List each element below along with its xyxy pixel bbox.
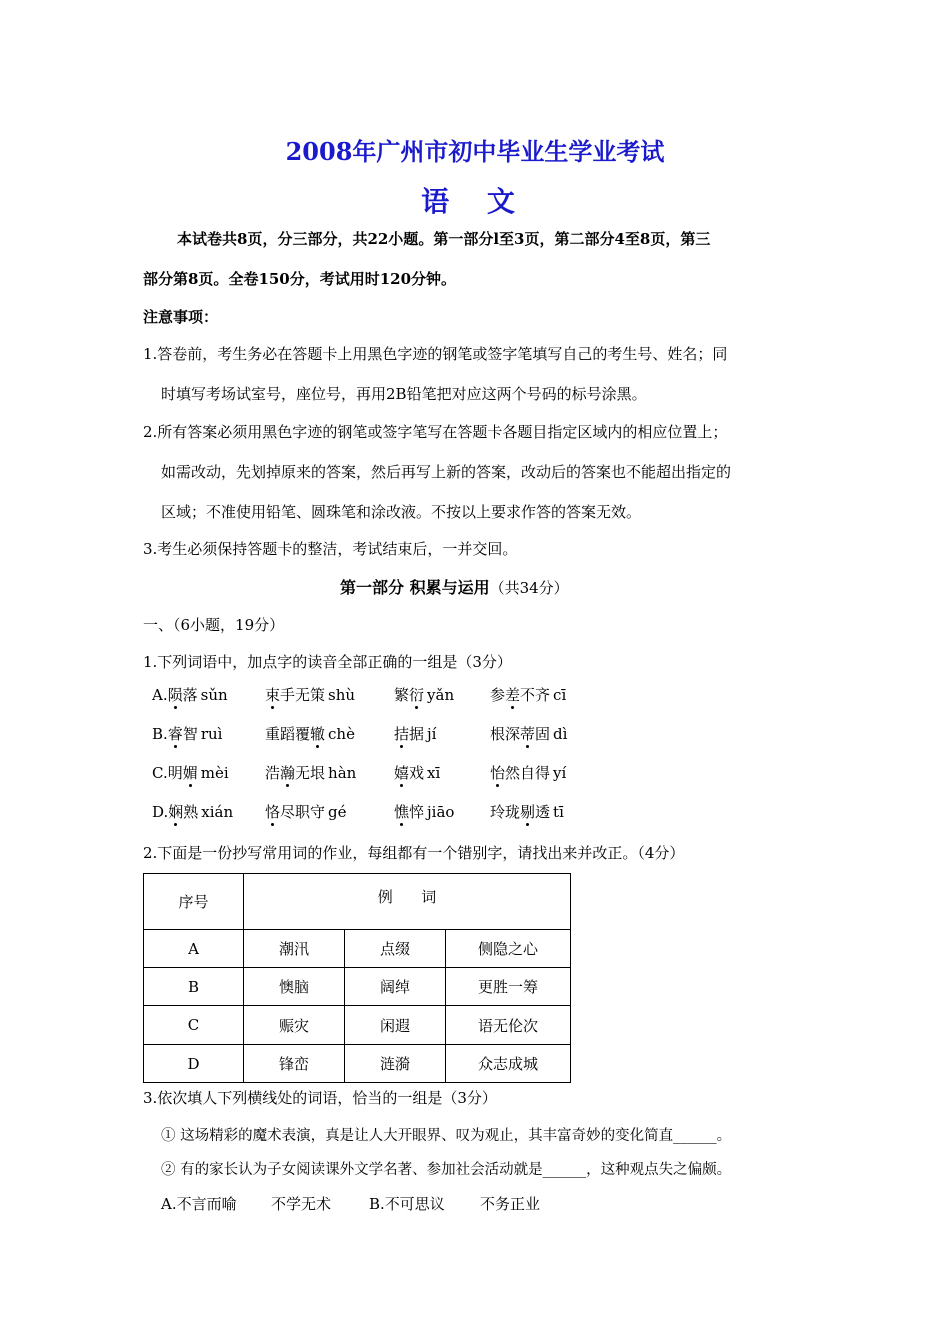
pinyin: jiāo (427, 803, 455, 821)
q1-option (265, 723, 355, 744)
table-header-serial: 序号 (144, 874, 244, 930)
pinyin: sǔn (200, 686, 228, 704)
part1-score: （共34分） (489, 579, 569, 597)
pinyin: xián (201, 803, 234, 821)
pinyin: tī (553, 803, 564, 821)
dotted-char: 嬉 (394, 764, 410, 782)
part1-title: 第一部分 积累与运用 (340, 578, 490, 597)
dotted-char: 辙 (310, 725, 326, 743)
word-cell: 潮汛 (244, 930, 345, 968)
dotted-char: 娴 (168, 803, 184, 821)
pinyin: dì (553, 725, 568, 743)
pinyin: cī (553, 686, 567, 704)
q1-option (490, 723, 567, 744)
notice-item-3: 3.考生必须保持答题卡的整洁，考试结束后，一并交回。 (143, 540, 518, 558)
table-row (144, 968, 571, 1006)
notice-item-2b: 如需改动，先划掉原来的答案，然后再写上新的答案，改动后的答案也不能超出指定的 (161, 463, 732, 481)
word-cell: 更胜一筹 (446, 968, 571, 1006)
notice-heading: 注意事项： (143, 308, 219, 326)
q1-option (265, 762, 356, 783)
word-part: 固 (535, 725, 551, 743)
option-letter: D. (152, 803, 169, 821)
option-letter: B. (152, 725, 168, 743)
word-cell: 闲遐 (345, 1006, 446, 1045)
word-part: 智 (182, 725, 198, 743)
row-id: C (144, 1006, 244, 1045)
pinyin: mèi (200, 764, 229, 782)
row-id: D (144, 1045, 244, 1083)
word-table (143, 873, 571, 1083)
subject-title: 语 文 (421, 185, 529, 218)
q1-option (394, 723, 436, 744)
q1-option (152, 801, 233, 822)
pinyin: jí (427, 725, 437, 743)
word-part: 玲珑 (490, 803, 521, 821)
table-row (144, 1006, 571, 1045)
word-cell: 众志成城 (446, 1045, 571, 1083)
pinyin: shù (328, 686, 356, 704)
word-part: 重蹈覆 (265, 725, 311, 743)
row-id: B (144, 968, 244, 1006)
row-id: A (144, 930, 244, 968)
pinyin: yí (553, 764, 567, 782)
word-cell: 赈灾 (244, 1006, 345, 1045)
table-row (144, 930, 571, 968)
word-part: 熟 (183, 803, 199, 821)
q3-sentence-1: ① 这场精彩的魔术表演，真是让人大开眼界、叹为观止，其丰富奇妙的变化简直______。 (161, 1128, 732, 1144)
word-cell: 语无伦次 (446, 1006, 571, 1045)
word-part: 浩 (265, 764, 281, 782)
dotted-char: 瀚 (280, 764, 296, 782)
dotted-char: 拮 (394, 725, 410, 743)
q3-option-a2: 不学无术 (271, 1195, 332, 1213)
intro-line-1: 本试卷共8页，分三部分，共22小题。第一部分l至3页，第二部分4至8页，第三 (177, 230, 711, 248)
word-part: 根深 (490, 725, 521, 743)
dotted-char: 陨 (167, 686, 183, 704)
word-cell: 侧隐之心 (446, 930, 571, 968)
word-part: 尽职守 (280, 803, 326, 821)
dotted-char: 恪 (265, 803, 281, 821)
word-cell: 涟漪 (345, 1045, 446, 1083)
pinyin: yǎn (427, 686, 455, 704)
word-part: 手无策 (280, 686, 326, 704)
word-part: 无垠 (295, 764, 326, 782)
q1-option (490, 801, 564, 822)
dotted-char: 衍 (409, 686, 425, 704)
q1-option (394, 801, 454, 822)
word-cell: 锋峦 (244, 1045, 345, 1083)
q1-option (265, 684, 355, 705)
pinyin: gé (328, 803, 347, 821)
word-cell: 懊脑 (244, 968, 345, 1006)
word-part: 戏 (409, 764, 425, 782)
section1-label: 一、（6小题，19分） (143, 616, 285, 634)
word-part: 不齐 (520, 686, 551, 704)
word-part: 悴 (409, 803, 425, 821)
q1-option (394, 762, 440, 783)
q1-option (490, 762, 566, 783)
word-part: 透 (535, 803, 551, 821)
option-letter: A. (152, 686, 168, 704)
q3-option-a1: A.不言而喻 (161, 1195, 237, 1213)
q1-option (152, 684, 228, 705)
pinyin: chè (328, 725, 355, 743)
dotted-char: 怡 (490, 764, 506, 782)
intro-line-2: 部分第8页。全卷150分，考试用时120分钟。 (143, 270, 457, 288)
dotted-char: 蒂 (520, 725, 536, 743)
word-part: 据 (409, 725, 425, 743)
q3-option-b1: B.不可思议 (369, 1195, 445, 1213)
dotted-char: 睿 (167, 725, 183, 743)
q1-option (152, 762, 229, 783)
word-cell: 点缀 (345, 930, 446, 968)
q2-stem: 2.下面是一份抄写常用词的作业，每组都有一个错别字，请找出来并改正。（4分） (143, 844, 685, 862)
q3-sentence-2: ② 有的家长认为子女阅读课外文学名著、参加社会活动就是______，这种观点失之偏颇。 (161, 1162, 732, 1178)
word-part: 明 (167, 764, 183, 782)
q1-option (152, 723, 222, 744)
table-row (144, 1045, 571, 1083)
q1-stem: 1.下列词语中，加点字的读音全部正确的一组是（3分） (143, 653, 512, 671)
option-letter: C. (152, 764, 168, 782)
word-part: 参 (490, 686, 506, 704)
notice-item-1a: 1.答卷前，考生务必在答题卡上用黑色字迹的钢笔或签字笔填写自己的考生号、姓名；同 (143, 345, 728, 363)
word-part: 然自得 (505, 764, 551, 782)
notice-item-1b: 时填写考场试室号，座位号，再用2B铅笔把对应这两个号码的标号涂黑。 (161, 385, 647, 403)
dotted-char: 憔 (394, 803, 410, 821)
dotted-char: 剔 (520, 803, 536, 821)
pinyin: hàn (328, 764, 357, 782)
word-part: 繁 (394, 686, 410, 704)
table-header-words: 例 词 (244, 874, 571, 930)
q1-option (490, 684, 566, 705)
notice-item-2c: 区域；不准使用铅笔、圆珠笔和涂改液。不按以上要求作答的答案无效。 (161, 503, 642, 521)
dotted-char: 差 (505, 686, 521, 704)
word-part: 落 (182, 686, 198, 704)
notice-item-2a: 2.所有答案必须用黑色字迹的钢笔或签字笔写在答题卡各题目指定区域内的相应位置上； (143, 423, 728, 441)
word-cell: 阔绰 (345, 968, 446, 1006)
q3-option-b2: 不务正业 (480, 1195, 541, 1213)
q1-option (394, 684, 454, 705)
pinyin: xī (427, 764, 441, 782)
q1-option (265, 801, 347, 822)
dotted-char: 束 (265, 686, 281, 704)
exam-title: 2008年广州市初中毕业生学业考试 (285, 137, 665, 166)
part1-heading (340, 575, 569, 598)
q3-stem: 3.依次填人下列横线处的词语，恰当的一组是（3分） (143, 1089, 497, 1107)
pinyin: ruì (200, 725, 223, 743)
dotted-char: 媚 (182, 764, 198, 782)
